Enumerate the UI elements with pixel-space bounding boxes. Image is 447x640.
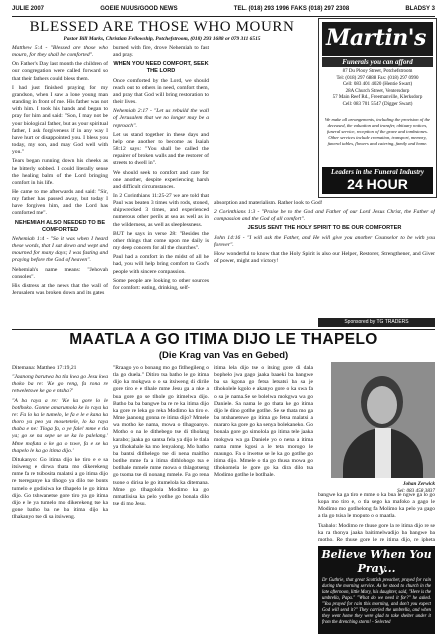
paragraph: "Rraago yo o bonang mo go fitlhegileng o tla go duela." Ditiro tsa batho le go itima dijo ka mokgwa o o sa itsiweng di dirile gore tiro e e tlhale mme Jesu ga a nke a bua gore go se tlhole go itimelwa dijo. Batho ba ba bangwe ba re re ka itima dijo ka gore re leka go reka Modimo ka tiro e. Mme jaanong gonna re itima dijo? Mmele wa motho ke nama, mowa o tlhagoanyo. Motho o na le dithebego tse di tlholang karabo; jaaka go santsa fela ya dijo le tlala ya tlhokahale ka mo lenyalong. Mo batho ba bantsi ditlhelego tse di nena maitlho botlhe mme fa a itima dithlohogo tsa e botlhale mmele mme mowa o thlagotseng go tsoma tse di nonang mmele. Fa go rena tsone o dirisa le go itumelola ka ditemana. Mme go tlhagolola Modimo ka go mmatlisisa ka pelo yotlhe go bonala dilo tse di mo Jesu. [113,365,209,507]
article2-column-1 [12,365,108,635]
paper-contact: TEL. (018) 293 1996 FAKS (018) 297 2308 [233,6,350,12]
contact-line: Cell: 083 701 5547 (Digger Swart) [342,101,413,107]
article2-column-2 [113,365,209,635]
author-phone: Sel: 083 458 3837 [397,487,435,494]
paragraph: Ditukanyo: Go itima dijo ke tiro e e sa itsiweng e dirwa thata mo dikerekeng mme fa re tsibosita malatsi a go itima dijo re tsereganye ka tlhogo ya dilo tse bonts tumelo e godisiwa ke tlhapelo le go itima dijo. Go tshwanetse gore tiro ya go itima dijo e le ya tumelo mo dikerekeng tse ka gone batho ba ne ba itima dijo ka tlhakanyo tse di sa itsiweng. [12,456,108,521]
article2-subtitle: (Die Krag van Vas en Gebed) [158,350,289,361]
paragraph: Some people are looking to other sources for comfort: eating, drinking, self- [113,277,209,291]
hours-text: 24 HOUR [347,175,408,192]
contact-line: Cell: 083 401 4020 (Hentie Swart) [342,82,413,87]
masthead [12,6,435,16]
paragraph: 2 Corinthians 1:3 - "Praise be to the God and Father of our Lord Jesus Christ, the Father of compassion and the God of all comfort". [214,209,435,223]
article2-column-4 [318,492,435,544]
contact-line: 87 Du Plooy Street, Potchefstroom [342,69,413,74]
contact-line: Tel: (018) 297 6888 Fax: (018) 297 0990 [336,75,419,81]
article1-byline: Pastor Bill Marks, Christian Fellowship, Potchefstroom, (018) 293 1688 or 079 311 6515 [63,36,261,42]
paragraph: bangwe ka ga tiro e mme o ka bua le ngwe ga lo go kopa mo tiro e, o tla sego ka mafoko a gago le Modimo mo gotlhelong fa Molimo ka pelo ya gago a tla go tsisa le moputo o o maatla. [318,492,435,520]
article1-column-2 [113,45,209,327]
author-photo [331,362,435,478]
article2-title: MAATLA A GO ITIMA DIJO LE THAPELO [69,331,378,348]
paragraph: Nehemiah 2:17 - "Let us rebuild the wall of Jerusalem that we no longer may be a reproach". [113,108,209,129]
paragraph: Nehemiah 1:4 - "So it was when I heard these words, that I sat down and wept and mourned for many days; I was fasting and praying before the God of heaven". [12,235,108,264]
funeral-services-text: We make all arrangements, including the provision of the deceased, the valuation and transfer, obituary notices, funeral service, reception of the grave and tombstones. Other services include cremation, transport, memory, funeral tables, flowers and catering, family and home. [324,117,431,146]
paragraph: We should seek to comfort and care for one another, despite experiencing harsh and difficult circumstances. [113,169,209,190]
paragraph: itima lela dijo tse o itsing gore di dala bophelo jwa gago jaaka baaeki ba bangwe ba sa kgona go fetsa letsatsi ba sa je tlhokolele kgolo e akanyo gore o ka swa fa o sa je nama.Se se bolelwa mokgwa wa go Daniele. Sa nama le go thata ke go itima dijo le dino gotlhe gotlhe. Se se thata mo ga ba ntshanetswe go itima go fetsa malatsi a mararo ka gore go ka senya bolekaneko. Go bonala gore go simolola go itima tele jaaka mokgwa wa ga Daniele yo o nena a itima nama mme kgosi a le teta morogo le maungo. Fa o itwetse se le ka go gotlhe go itima dijo. Mmele o tla go thusa mowa go tlhokomela le gore go ka dira dilo tsa Modimo gotlhe le botlhale. [214,365,313,479]
sponsor-bar: Sponsored by TG TRADERS [318,318,435,327]
page-number: BLADSY 3 [405,6,435,12]
author-name: Johan Zerwick [402,481,435,487]
funeral-advert [318,18,437,198]
funeral-contacts [322,69,433,108]
paragraph: Let us stand together in these days and help one another to become as Isaiah 58:12 says: "You shall be called the repairer of broken walls and the restorer of streets to dwell in". [113,131,209,167]
photo-shirt [375,428,391,478]
funeral-tagline: Funerals you can afford [322,57,433,67]
funeral-logo [322,22,433,56]
section-heading: NEHEMIAH ALSO NEEDED TO BE COMFORTED [14,219,106,233]
paragraph: Tsabalo: Modimo re thuse gore la re itima dijo re se ka ra thonya jaaka baitimelwadijo ba bangwe ba motho. Re thuse gore le re itima dijo, re ipheta [318,522,435,543]
article1-title: BLESSED ARE THOSE WHO MOURN [29,19,295,35]
paragraph: Matthew 5:4 - "Blessed are those who mourn, for they shall be comforted". [12,45,108,59]
article2-column-3 [214,365,313,635]
photo-face [367,386,397,424]
believe-title: Believe When You Pray... [321,548,432,576]
masthead-divider [12,16,435,17]
contact-line: 28A Church Street, Ventersdorp [345,88,410,94]
paragraph: "Jaanong barutwa ba tla kwa go Jesu kwa thoko ba re: 'Ke go reng, fa rona re retweletswe ke go e ntsha?' [12,374,108,395]
paragraph: burned with fire, drove Nehemiah to fast and pray. [113,45,209,59]
paragraph: "A ba raya a re: 'Ke ka gore lo le botlhoko. Gonne amarumola ke lo raya ka re: Fa lo ka le tumelo, le fa e le e kana ka thoro ya peo ya mosetetele, lo ka raya thaba e ne: Tloga fa, o ye fale! mme e tla ya; go se na sepe se se ka lo palelang.' Mme mofuta o ke ga o tswe, fa e se ka thapelo le ka go itima dijo.' [12,397,108,454]
article1-column-3 [214,200,435,315]
paragraph: Tears began running down his cheeks as he bitterly sobbed. I could literally sense the healing balm of the Lord bringing comfort in his life. [12,158,108,186]
section-heading: WHEN YOU NEED COMFORT, SEEK THE LORD [113,61,209,75]
paragraph: Once comforted by the Lord, we should reach out to others in need, comfort them, and pray that God will bring restoration to their lives. [113,77,209,106]
paragraph: His distress at the news that the wall of Jerusalem was broken down and its gates [12,282,108,296]
leaders-text: Leaders in the Funeral Industry [331,168,424,176]
article1-column-1 [12,45,108,327]
believe-body: Dr Guthrie, that great Scottish preacher, prayed for rain during the morning service. As he stood to church in the late afternoon, little Mary, his daughter, said, "Here is the umbrella, Papa." "What do we need it for?" he asked. "You prayed for rain this morning, and don't you expect God will send it?" They carried the umbrella, and when they went home they were glad to take shelter under it from the drenching storm! - Selected [322,578,431,626]
paragraph: Paul had a comfort in the midst of all he had, you will help bring comfort to God's people with sincere compassion. [113,254,209,275]
paragraph: In 2 Corinthians 11:25-27 we are told that Paul was beaten 3 times with rods, stoned, shipwrecked 3 times, and experienced numerous other perils at sea as well as in the wilderness, as well as sleeplessness. [113,192,209,228]
paragraph: I had just finished praying for my grandson, when I saw a lone young man standing in front of me. His father was not with him. I took his hands and began to pray for him and said: "Son, I may not be your biological father, but as your spiritual father, I ask forgiveness if in any way I have hurt or disappointed you. I bless you today, my son, and may God well with you." [12,84,108,156]
paper-name: GOEIE NUUS/GOOD NEWS [100,6,178,12]
paragraph: absorption and materialism. Rather look to God! [214,200,323,206]
paragraph: How wonderful to know that the Holy Spirit is also our Helper, Restorer, Strengthener, and Giver of power, might and victory! [214,250,435,265]
paragraph: On Father's Day last month the children of our congregation were called forward so that their fathers could bless them. [12,61,108,82]
article1-column-3-top [214,45,313,195]
issue-date: JULIE 2007 [12,6,45,12]
paragraph: Ditemana: Mattheo 17:19,21 [12,365,77,371]
contact-line: 57 Main Reef Rd., Freemanville, Klerksdorp [332,95,423,100]
funeral-banner [322,167,433,194]
paragraph: Nehemiah's name means: "Jehovah consoles". [12,266,108,280]
paragraph: BUT he says in verse 28: "Besides the other things that come upon me daily is my deep concern for all the churches". [113,230,209,252]
paragraph: He came to me afterwards and said: "Sir, my father has passed away, but today I have forgiven him, and the Lord has comforted me". [12,188,108,217]
paragraph: John 14:16 - "I will ask the Father, and He will give you another Counselor to be with you forever". [214,234,435,248]
believe-box [318,546,435,634]
section-heading: JESUS SENT THE HOLY SPIRIT TO BE OUR COMFORTER [247,225,402,232]
funeral-brand-name: Martin's [326,25,426,51]
